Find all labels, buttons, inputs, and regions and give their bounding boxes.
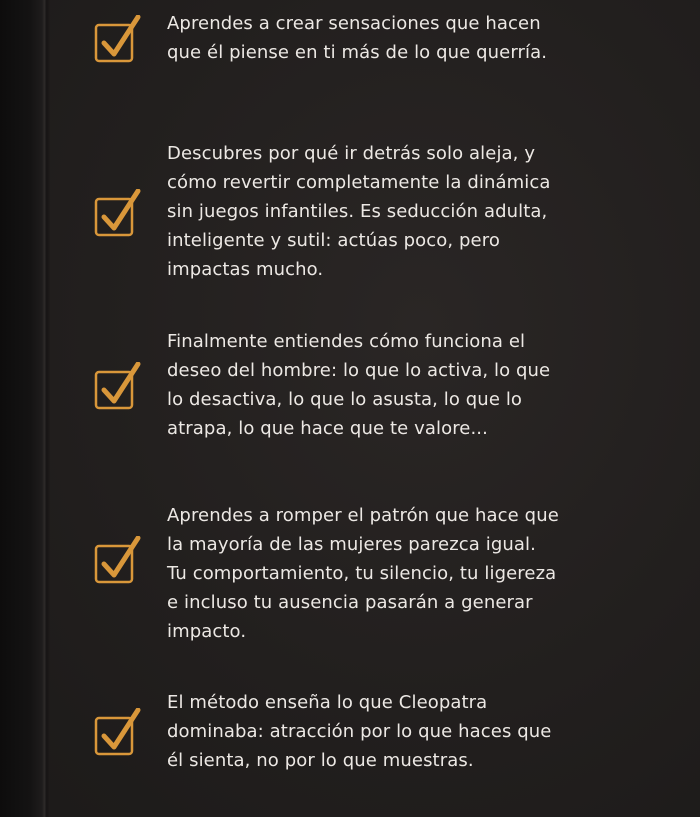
benefit-text: Descubres por qué ir detrás solo aleja, y cómo revertir completamente la dinámica sin juegos infantiles. Es seducción adulta, inteligente y sutil: actúas poco, pero impactas mucho. [167,143,551,280]
checkbox-check-icon [94,536,142,584]
benefit-text: El método enseña lo que Cleopatra dominaba: atracción por lo que haces que él sienta, no por lo que muestras. [167,692,552,771]
benefit-text: Finalmente entiendes cómo funciona el deseo del hombre: lo que lo activa, lo que lo desactiva, lo que lo asusta, lo que lo atrapa, lo que hace que te valore... [167,331,551,439]
checkbox-check-icon [94,189,142,237]
checkbox-check-icon [94,362,142,410]
checkbox-check-icon [94,708,142,756]
book-spine [0,0,50,817]
checkbox-check-icon [94,15,142,63]
benefit-text: Aprendes a crear sensaciones que hacen que él piense en ti más de lo que querría. [167,13,548,63]
benefit-text: Aprendes a romper el patrón que hace que la mayoría de las mujeres parezca igual. Tu comportamiento, tu silencio, tu ligereza e incluso tu ausencia pasarán a generar impacto. [167,505,559,642]
